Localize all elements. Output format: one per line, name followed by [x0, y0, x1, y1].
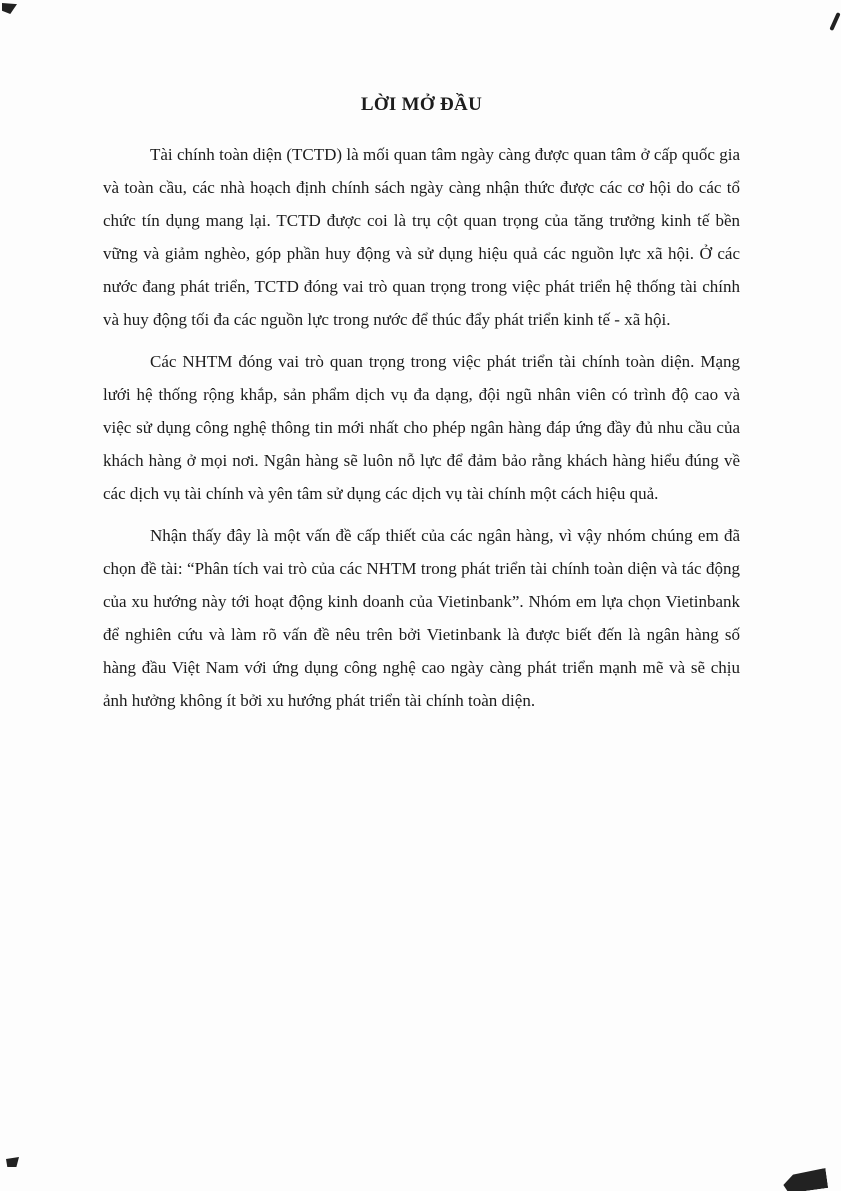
scan-artifact-bottom-right [782, 1168, 828, 1191]
scan-artifact-top-right [829, 12, 840, 31]
paragraph: Nhận thấy đây là một vấn đề cấp thiết của các ngân hàng, vì vậy nhóm chúng em đã chọn đề tài: “Phân tích vai trò của các NHTM trong phát triển tài chính toàn diện và tác động của xu hướng này tới hoạt động kinh doanh của Vietinbank”. Nhóm em lựa chọn Vietinbank để nghiên cứu và làm rõ vấn đề nêu trên bởi Vietinbank là được biết đến là ngân hàng số hàng đầu Việt Nam với ứng dụng công nghệ cao ngày càng phát triển mạnh mẽ và sẽ chịu ảnh hưởng không ít bởi xu hướng phát triển tài chính toàn diện. [103, 526, 740, 710]
paragraph: Tài chính toàn diện (TCTD) là mối quan tâm ngày càng được quan tâm ở cấp quốc gia và toàn cầu, các nhà hoạch định chính sách ngày càng nhận thức được các cơ hội do các tổ chức tín dụng mang lại. TCTD được coi là trụ cột quan trọng của tăng trưởng kinh tế bền vững và giảm nghèo, góp phần huy động và sử dụng hiệu quả các nguồn lực xã hội. Ở các nước đang phát triển, TCTD đóng vai trò quan trọng trong việc phát triển hệ thống tài chính và huy động tối đa các nguồn lực trong nước để thúc đẩy phát triển kinh tế - xã hội. [103, 145, 740, 329]
page-title: LỜI MỞ ĐẦU [360, 94, 483, 115]
scan-artifact-bottom-left [6, 1157, 19, 1167]
scan-artifact-top-left [2, 3, 17, 14]
paragraph: Các NHTM đóng vai trò quan trọng trong việc phát triển tài chính toàn diện. Mạng lưới hệ thống rộng khắp, sản phẩm dịch vụ đa dạng, đội ngũ nhân viên có trình độ cao và việc sử dụng công nghệ thông tin mới nhất cho phép ngân hàng đáp ứng đầy đủ nhu cầu của khách hàng ở mọi nơi. Ngân hàng sẽ luôn nỗ lực để đảm bảo rằng khách hàng hiểu đúng về các dịch vụ tài chính và yên tâm sử dụng các dịch vụ tài chính một cách hiệu quả. [103, 352, 740, 503]
